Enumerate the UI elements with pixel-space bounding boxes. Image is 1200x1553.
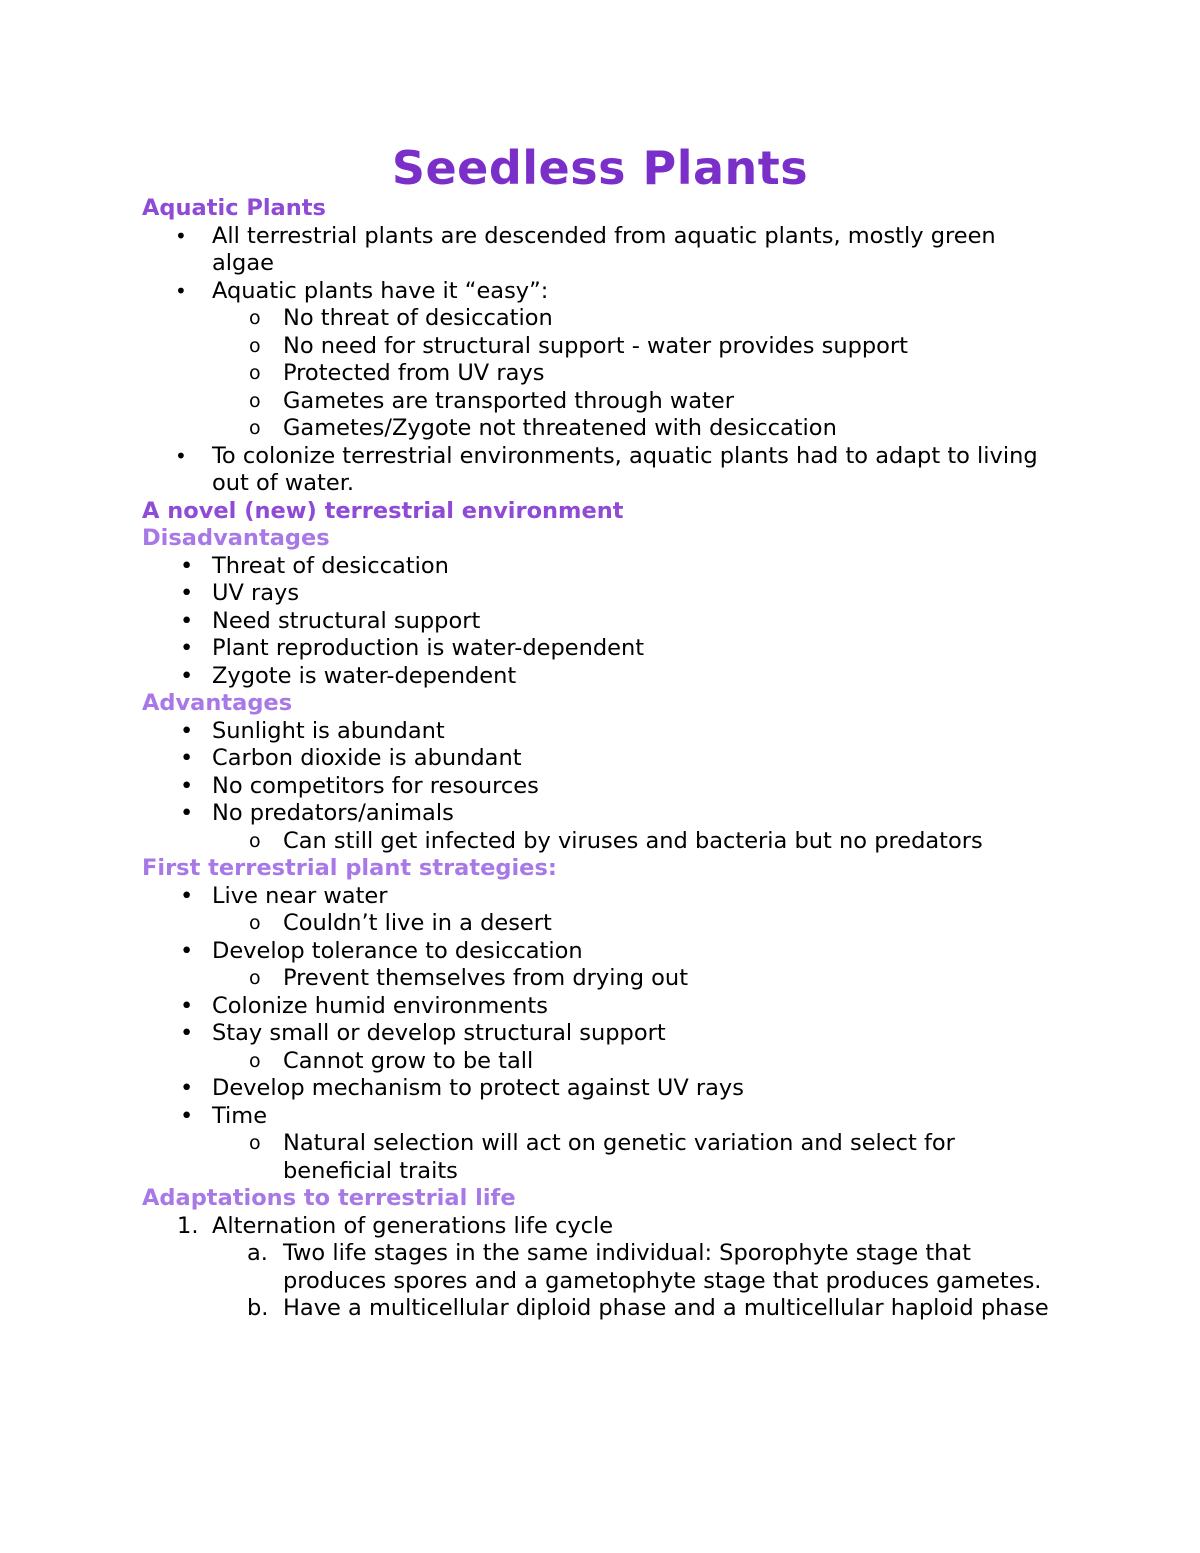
bullet-icon: • [180, 882, 194, 909]
list-item-text: Can still get infected by viruses and bacteria but no predators [283, 827, 983, 854]
list-item-text: All terrestrial plants are descended from aquatic plants, mostly green algae [212, 222, 996, 276]
bullet-icon: • [180, 662, 194, 689]
list-item [142, 553, 1062, 581]
bullet-icon: • [175, 278, 187, 303]
list-item [142, 718, 1062, 746]
list-item-text: No competitors for resources [212, 772, 539, 799]
bullet-icon: • [180, 800, 194, 826]
heading-adaptations: Adaptations to terrestrial life [142, 1185, 516, 1211]
list-item-text: Plant reproduction is water-dependent [212, 635, 645, 661]
list-item-text: Colonize humid environments [212, 992, 548, 1019]
list-item-text: No need for structural support - water provides support [283, 332, 908, 359]
list-item [142, 608, 1062, 636]
list-item [142, 223, 1062, 278]
list-item-text: Threat of desiccation [212, 552, 449, 579]
list-item-text: Gametes are transported through water [283, 387, 734, 414]
list-letter: a. [247, 1240, 268, 1266]
heading-aquatic-plants: Aquatic Plants [142, 195, 326, 221]
list-item [142, 635, 1062, 663]
list-item [142, 278, 1062, 306]
sub-list-item [142, 388, 1062, 416]
bullet-icon: • [180, 992, 194, 1019]
circle-bullet-icon: o [249, 1132, 261, 1154]
bullet-icon: • [175, 223, 187, 248]
sub-list-item [142, 415, 1062, 443]
heading-strategies: First terrestrial plant strategies: [142, 855, 557, 881]
list-item-text: Stay small or develop structural support [212, 1020, 666, 1046]
circle-bullet-icon: o [249, 362, 261, 384]
bullet-icon: • [180, 635, 194, 661]
heading-disadvantages: Disadvantages [142, 525, 330, 551]
list-item-text: Have a multicellular diploid phase and a multicellular haploid phase [283, 1295, 1049, 1321]
list-item-text: Live near water [212, 882, 388, 909]
list-item-text: Cannot grow to be tall [283, 1047, 534, 1074]
heading-advantages: Advantages [142, 690, 293, 716]
bullet-icon: • [180, 717, 194, 744]
bullet-icon: • [180, 607, 194, 634]
list-item [142, 800, 1062, 828]
sub-list-item [142, 828, 1062, 856]
list-item-text: Prevent themselves from drying out [283, 965, 689, 991]
sub-list-item [142, 1130, 1062, 1185]
circle-bullet-icon: o [249, 334, 261, 357]
list-item [142, 1075, 1062, 1103]
list-item-text: To colonize terrestrial environments, aquatic plants had to adapt to living out of water. [212, 442, 1038, 496]
bullet-icon: • [180, 552, 194, 579]
sub-list-item [142, 360, 1062, 388]
list-item-text: No threat of desiccation [283, 305, 553, 331]
list-item [142, 1020, 1062, 1048]
list-item-text: Aquatic plants have it “easy”: [212, 277, 549, 304]
circle-bullet-icon: o [249, 1049, 261, 1072]
list-item-text: Sunlight is abundant [212, 717, 445, 744]
list-item [142, 993, 1062, 1021]
sub-list-item [142, 965, 1062, 993]
lettered-list-item [142, 1240, 1062, 1295]
list-item-text: Zygote is water-dependent [212, 662, 517, 689]
circle-bullet-icon: o [249, 389, 261, 412]
numbered-list-item [142, 1213, 1062, 1241]
list-number: 1. [177, 1212, 199, 1239]
list-item-text: Natural selection will act on genetic variation and select for beneficial traits [283, 1130, 955, 1184]
list-item-text: No predators/animals [212, 800, 454, 826]
list-item-text: Couldn’t live in a desert [283, 910, 552, 936]
list-letter: b. [247, 1295, 269, 1321]
bullet-icon: • [180, 580, 194, 606]
list-item-text: Two life stages in the same individual: Sporophyte stage that produces spores and a gametophyte stage that produces gametes. [283, 1240, 1042, 1294]
bullet-icon: • [180, 1020, 194, 1046]
list-item-text: UV rays [212, 580, 300, 606]
sub-list-item [142, 1048, 1062, 1076]
list-item [142, 663, 1062, 691]
list-item-text: Time [212, 1102, 268, 1129]
list-item [142, 773, 1062, 801]
list-item [142, 745, 1062, 773]
list-item-text: Develop mechanism to protect against UV rays [212, 1075, 744, 1101]
document-body [142, 195, 1062, 1323]
sub-list-item [142, 910, 1062, 938]
list-item [142, 443, 1062, 498]
list-item [142, 580, 1062, 608]
lettered-list-item [142, 1295, 1062, 1323]
heading-novel-environment: A novel (new) terrestrial environment [142, 497, 624, 524]
list-item-text: Protected from UV rays [283, 360, 545, 386]
list-item [142, 883, 1062, 911]
circle-bullet-icon: o [249, 967, 261, 989]
sub-list-item [142, 305, 1062, 333]
circle-bullet-icon: o [249, 417, 261, 439]
bullet-icon: • [180, 937, 194, 964]
circle-bullet-icon: o [249, 307, 261, 329]
list-item-text: Develop tolerance to desiccation [212, 937, 583, 964]
list-item-text: Need structural support [212, 607, 481, 634]
list-item-text: Carbon dioxide is abundant [212, 745, 522, 771]
list-item [142, 1103, 1062, 1131]
list-item-text: Alternation of generations life cycle [212, 1212, 614, 1239]
list-item-text: Gametes/Zygote not threatened with desiccation [283, 415, 837, 441]
bullet-icon: • [175, 443, 187, 468]
sub-list-item [142, 333, 1062, 361]
bullet-icon: • [180, 772, 194, 799]
list-item [142, 938, 1062, 966]
circle-bullet-icon: o [249, 829, 261, 852]
bullet-icon: • [180, 745, 194, 771]
circle-bullet-icon: o [249, 912, 261, 934]
bullet-icon: • [180, 1102, 194, 1129]
page-title: Seedless Plants [391, 141, 809, 195]
bullet-icon: • [180, 1075, 194, 1101]
